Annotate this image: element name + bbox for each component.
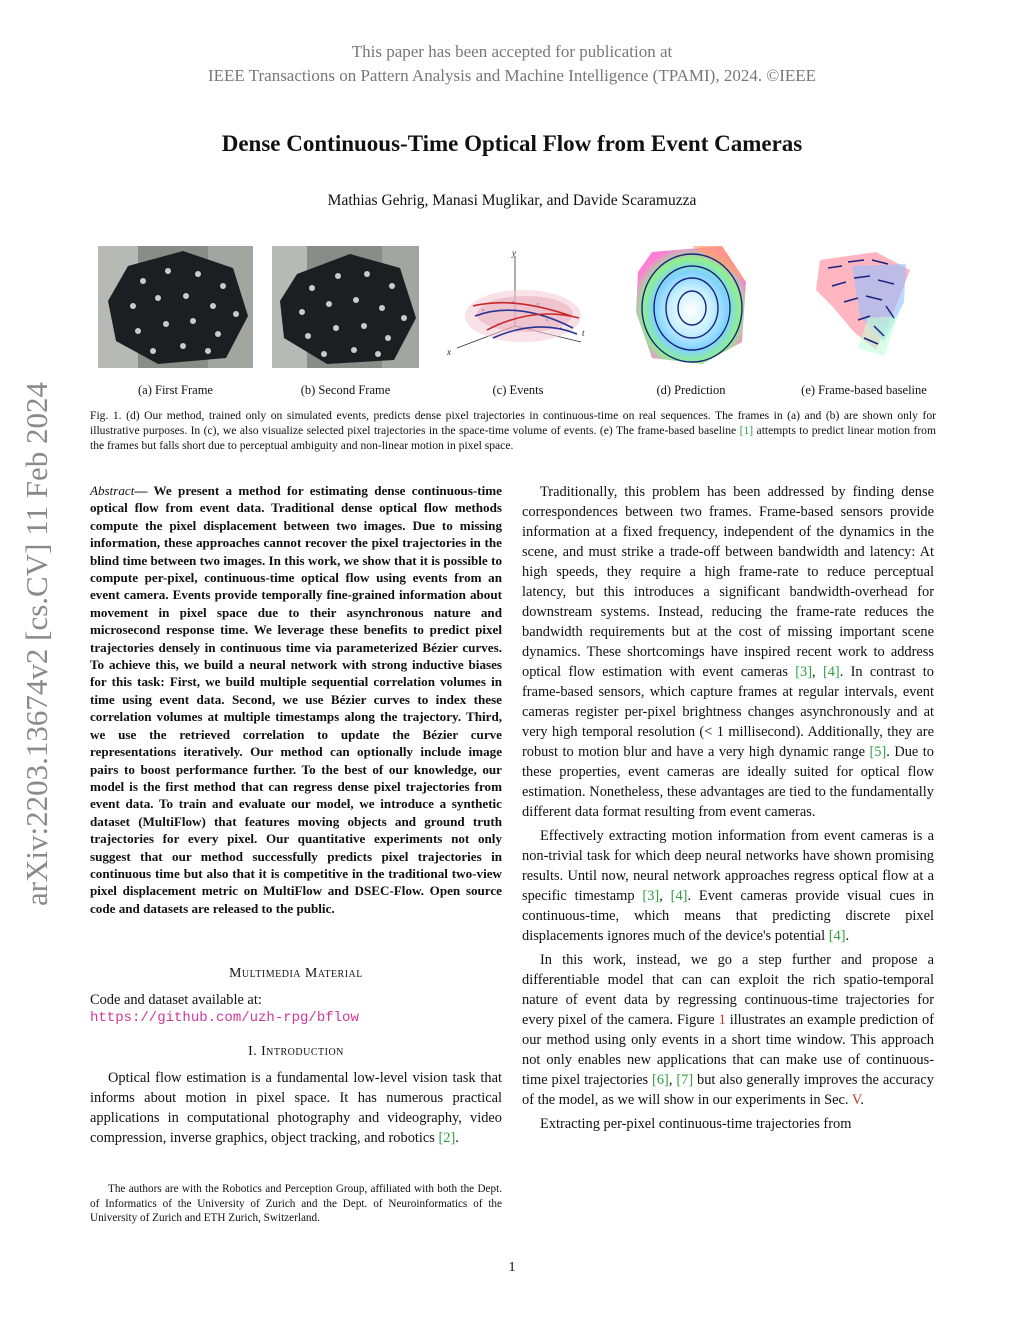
citation-link[interactable]: [6] <box>652 1072 669 1088</box>
paper-title: Dense Continuous-Time Optical Flow from Event Cameras <box>221 131 803 156</box>
prediction-flow-image <box>632 242 750 368</box>
code-link[interactable]: https://github.com/uzh-rpg/bflow <box>90 1010 359 1026</box>
notice-line-1: This paper has been accepted for publication at <box>351 42 673 61</box>
arxiv-stamp <box>6 344 68 944</box>
citation-link[interactable]: [3] <box>795 664 813 680</box>
abstract-text: — We present a method for estimating dense continuous-time optical flow from event data. Traditional dense optical flow methods compute the pixel displacement between two images. Due to missing information, these approaches cannot recover the pixel trajectories in the blind time between two images. In this work, we show that it is possible to compute per-pixel, continuous-time optical flow using events from an event camera. Events provide temporally fine-grained information about movement in pixel space due to their asynchronous nature and microsecond response time. We leverage these benefits to predict pixel trajectories densely in continuous time via parameterized Bézier curves. To achieve this, we build a neural network with strong inductive biases for this task: First, we build multiple sequential correlation volumes in time using event data. Second, we use Bézier curves to index these correlation volumes at multiple timestamps along the trajectory. Third, we use the retrieved correlation to update the Bézier curve representations iteratively. Our method can optionally include image pairs to boost performance further. To the best of our knowledge, our model is the first method that can regress dense pixel trajectories from event data. To train and evaluate our model, we introduce a synthetic dataset (MultiFlow) that features moving objects and ground truth trajectories for every pixel. Our quantitative experiments not only suggest that our method successfully predicts pixel trajectories in continuous time but also that it is competitive in the traditional two-view pixel displacement metric on MultiFlow and DSEC-Flow. Open source code and datasets are released to the public. <box>90 483 502 916</box>
subcaption-a: (a) First Frame <box>138 383 213 397</box>
citation-link[interactable]: [5] <box>869 744 887 760</box>
subcaption-c: (c) Events <box>492 383 544 397</box>
footnote: The authors are with the Robotics and Perception Group, affiliated with both the Dept. of Informatics of the University of Zurich and the Dept. of Neuroinformatics of the University of Zurich and ETH Zurich, Switzerland. <box>90 1183 502 1224</box>
right-paragraph-2: Effectively extracting motion information from event cameras is a non-trivial task for which deep neural networks have shown promising results. Until now, neural network approaches regress optical flow at a specific timestamp [3], [4]. Event cameras provide visual cues in continuous-time, which means that predicting discrete pixel displacements ignores much of the device's potential [4]. <box>522 828 934 944</box>
events-space-time-plot <box>443 244 593 370</box>
notice-line-2: IEEE Transactions on Pattern Analysis and Machine Intelligence (TPAMI), 2024. ©IEEE <box>207 66 817 85</box>
citation-link[interactable]: [1] <box>739 424 754 437</box>
section-ref-link[interactable]: V <box>851 1092 861 1108</box>
axis-y-label: y <box>512 248 516 258</box>
subcaption-b: (b) Second Frame <box>300 383 391 397</box>
intro-paragraph-1: Optical flow estimation is a fundamental low-level vision task that informs about motion in pixel space. It has numerous practical applications in computational photography and videography, video compression, inverse graphics, object tracking, and robotics [2]. <box>90 1070 502 1146</box>
subcaption-e: (e) Frame-based baseline <box>801 383 927 397</box>
arxiv-stamp-text: arXiv:2203.13674v2 [cs.CV] 11 Feb 2024 <box>19 381 54 907</box>
right-paragraph-4: Extracting per-pixel continuous-time trajectories from <box>540 1116 852 1132</box>
publication-notice <box>0 40 1024 88</box>
citation-link[interactable]: [4] <box>822 664 840 680</box>
author-list: Mathias Gehrig, Manasi Muglikar, and Davide Scaramuzza <box>327 192 697 209</box>
citation-link[interactable]: [2] <box>438 1130 456 1146</box>
axis-x-label: x <box>447 347 451 357</box>
citation-link[interactable]: [3] <box>642 888 660 904</box>
multimedia-text: Code and dataset available at: <box>90 992 262 1008</box>
right-paragraph-1: Traditionally, this problem has been addressed by finding dense correspondences between two frames. Frame-based sensors provide information at a fixed frequency, independent of the dynamics in the scene, and must strike a trade-off between bandwidth and latency: At high speeds, they require a high frame-rate to reduce perceptual latency, but this introduces a significant bandwidth-overhead for downstream systems. Instead, reducing the frame-rate reduces the bandwidth requirements but at the cost of missing important scene dynamics. These shortcomings have inspired recent work to address optical flow estimation with event cameras [3], [4]. In contrast to frame-based sensors, which capture frames at regular intervals, event cameras register per-pixel brightness changes asynchronously and at very high temporal resolution (< 1 millisecond). Additionally, they are robust to motion blur and have a very high dynamic range [5]. Due to these properties, event cameras are ideally suited for optical flow estimation. Nonetheless, these advantages are tied to the fundamentally different data format resulting from event cameras. <box>522 484 934 820</box>
figure-ref-link[interactable]: 1 <box>718 1012 726 1028</box>
multimedia-heading: Multimedia Material <box>229 965 363 980</box>
first-frame-image <box>98 246 253 368</box>
citation-link[interactable]: [4] <box>828 928 846 944</box>
citation-link[interactable]: [7] <box>676 1072 694 1088</box>
abstract-label: Abstract <box>90 483 135 498</box>
figure-caption: Fig. 1. (d) Our method, trained only on simulated events, predicts dense pixel trajectories in continuous-time on real sequences. The frames in (a) and (b) are shown only for illustrative purposes. In (c), we also visualize selected pixel trajectories in the space-time volume of events. (e) The frame-based baseline [1] attempts to predict linear motion from the frames but falls short due to perceptual ambiguity and non-linear motion in pixel space. <box>90 409 936 452</box>
page-number: 1 <box>508 1260 516 1275</box>
citation-link[interactable]: [4] <box>670 888 688 904</box>
second-frame-image <box>272 246 419 368</box>
right-paragraph-3: In this work, instead, we go a step further and propose a differentiable model that can can exploit the rich spatio-temporal nature of event data by regressing continuous-time trajectories for every pixel of the camera. Figure 1 illustrates an example prediction of our method using only events in a short time window. This approach not only enables new applications that can make use of continuous-time pixel trajectories [6], [7] but also generally improves the accuracy of the model, as we will show in our experiments in Sec. V. <box>522 952 934 1108</box>
intro-heading: I. Introduction <box>248 1043 344 1058</box>
frame-based-baseline-image <box>788 246 940 368</box>
subcaption-d: (d) Prediction <box>656 383 726 397</box>
axis-t-label: t <box>582 328 585 338</box>
abstract <box>90 482 502 917</box>
right-column <box>522 482 934 1134</box>
